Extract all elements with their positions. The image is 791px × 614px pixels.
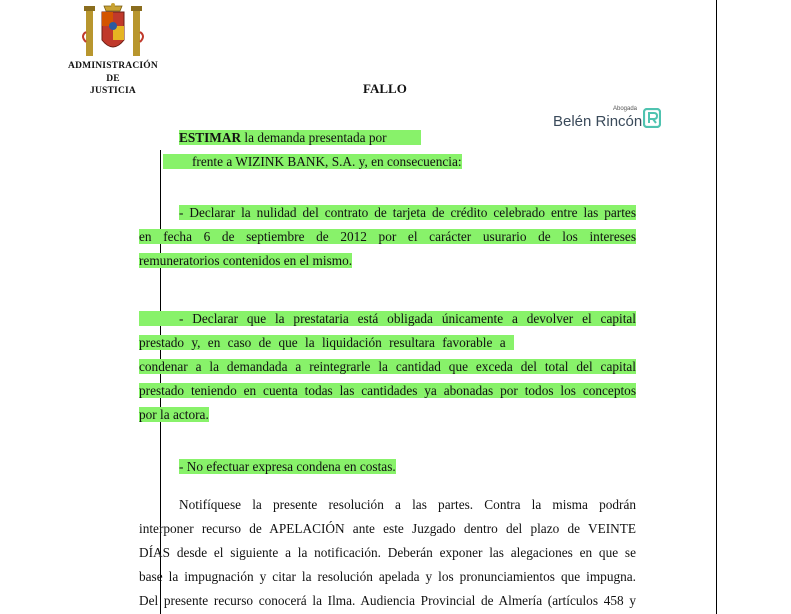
- notice-line-4: base la impugnación y citar la resolución apelada y los pronunciamientos que impugna.: [139, 569, 636, 584]
- notice-line-5: Del presente recurso conocerá la Ilma. Audiencia Provincial de Almería (artículos 458 y: [139, 593, 636, 608]
- institution-line-1: ADMINISTRACIÓN: [68, 61, 158, 71]
- spanish-coat-of-arms-icon: [78, 2, 148, 58]
- notice-line-2: interponer recurso de APELACIÓN ante este Juzgado dentro del plazo de VEINTE: [139, 521, 636, 536]
- lawyer-watermark-logo: [553, 106, 673, 136]
- brand-mark-icon: [643, 108, 661, 128]
- paragraph-1-line-1: - Declarar la nulidad del contrato de tarjeta de crédito celebrado entre las partes: [179, 205, 636, 220]
- notice-line-3: DÍAS desde el siguiente a la notificación. Deberán exponer las alegaciones en que se: [139, 545, 636, 560]
- institution-line-2: DE: [106, 73, 120, 84]
- paragraph-2-line-2: prestado y, en caso de que la liquidación resultara favorable a: [139, 333, 514, 352]
- paragraph-2-line-4: prestado teniendo en cuenta todas las cantidades ya abonadas por todos los conceptos: [139, 383, 636, 398]
- estimar-line: [179, 128, 421, 147]
- institution-name: [58, 60, 168, 98]
- estimar-keyword: ESTIMAR: [179, 130, 242, 145]
- paragraph-3-line-1: - No efectuar expresa condena en costas.: [179, 459, 396, 474]
- defendant-text: frente a WIZINK BANK, S.A. y, en consecuencia:: [192, 154, 462, 169]
- paragraph-1-line-2: en fecha 6 de septiembre de 2012 por el carácter usurario de los intereses: [139, 229, 636, 244]
- notice-line-1: Notifíquese la presente resolución a las partes. Contra la misma podrán: [179, 497, 636, 512]
- institution-line-3: JUSTICIA: [90, 86, 136, 96]
- defendant-line: [163, 152, 462, 171]
- estimar-highlight: [179, 130, 421, 145]
- paragraph-2-line-3: condenar a la demandada a reintegrarle la cantidad que exceda del total del capital: [139, 359, 636, 374]
- right-margin-rule: [716, 0, 717, 614]
- watermark-small-label: Abogada: [613, 106, 638, 112]
- paragraph-2-line-1: - Declarar que la prestataria está obligada únicamente a devolver el capital: [139, 309, 636, 328]
- paragraph-2-line-5: por la actora.: [139, 407, 209, 422]
- watermark-name: Belén Rincón: [553, 113, 643, 130]
- document-title: FALLO: [363, 81, 407, 96]
- estimar-text: la demanda presentada por: [241, 130, 387, 145]
- paragraph-1-line-3: remuneratorios contenidos en el mismo.: [139, 253, 353, 268]
